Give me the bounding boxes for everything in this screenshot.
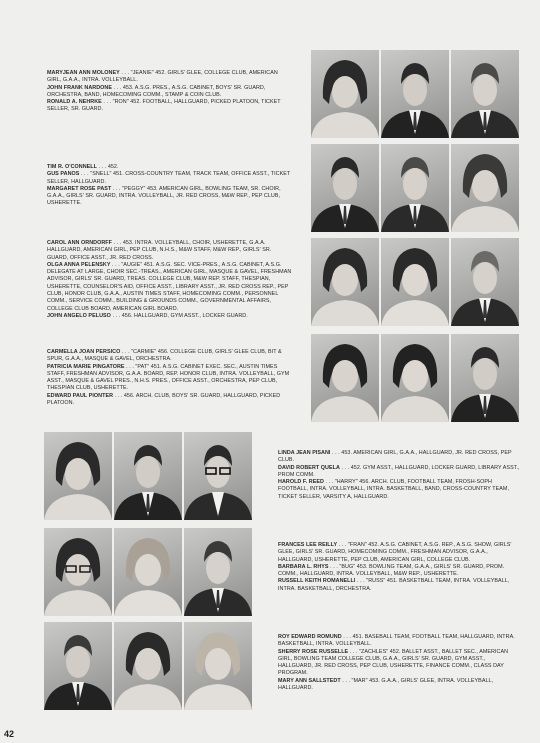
portrait-photo xyxy=(311,50,379,138)
entry xyxy=(278,634,520,649)
student-name: MARGARET ROSE PAST xyxy=(47,185,112,192)
entry xyxy=(47,85,292,100)
student-name: ROY EDWARD ROMUND xyxy=(278,634,342,640)
portrait-photo xyxy=(184,528,252,616)
entry xyxy=(278,564,520,579)
portrait-photo xyxy=(451,144,519,232)
student-name: RONALD A. NEHRKE xyxy=(47,99,102,106)
entry xyxy=(47,364,292,393)
student-activities: . . . "RON" 452. FOOTBALL, HALLGUARD, PICKED PLATOON, TICKET SELLER, SR. GUARD. xyxy=(47,99,281,113)
student-activities: . . . 453. INTRA. VOLLEYBALL, CHOIR, USHERETTE, G.A.A. HALLGUARD, AMERICAN GIRL, PEP CLUB, N.H.S., M&W STAFF, M&W REP., GIRLS' SR. GUARD, OFFICE ASST., JR. RED CROSS. xyxy=(47,240,272,261)
student-activities: . . . "JEANIE" 452. GIRLS' GLEE, COLLEGE CLUB, AMERICAN GIRL, G.A.A., INTRA. VOLLEYBALL. xyxy=(47,70,278,84)
bio-group-1 xyxy=(47,70,292,114)
entry xyxy=(278,678,520,693)
student-activities: . . . "MAR" 453. G.A.A., GIRLS' GLEE, INTRA. VOLLEYBALL, HALLGUARD. xyxy=(278,677,494,692)
page-number: 42 xyxy=(4,729,15,739)
entry xyxy=(278,465,520,480)
student-name: EDWARD PAUL PIONTER xyxy=(47,392,114,399)
bio-group-2 xyxy=(47,164,292,208)
entry xyxy=(47,240,292,262)
entry xyxy=(278,578,520,593)
student-activities: . . . "PAT" 451. A.S.G. CABINET EXEC. SEC., AUSTIN TIMES STAFF, FRESHMAN ADVISOR, G.A.A. BOARD, REP. HONOR CLUB, INTRA. VOLLEYBALL, GYM ASST., MASQUE & GAVEL PRES., N.H.S. PRES., OFFICE ASST., ORCHESTRA, PEP CLUB, THESPIAN CLUB, USHERETTE. xyxy=(47,363,290,392)
student-activities: . . . 456. HALLGUARD, GYM ASST., LOCKER GUARD. xyxy=(110,312,248,319)
student-activities: . . . 452. xyxy=(97,164,119,170)
entry xyxy=(47,186,292,208)
portrait-photo xyxy=(311,238,379,326)
portrait-photo xyxy=(44,622,112,710)
student-name: SHERRY ROSE RUSSELLE xyxy=(278,648,349,655)
bio-group-3 xyxy=(47,240,292,320)
entry xyxy=(47,99,292,114)
entry xyxy=(47,70,292,85)
entry xyxy=(278,479,520,501)
entry xyxy=(47,171,292,186)
student-name: JOHN FRANK NARDONE xyxy=(47,84,112,91)
bio-group-4 xyxy=(47,349,292,407)
student-activities: . . . 452. GYM ASST., HALLGUARD, LOCKER GUARD, LIBRARY ASST., PROM COMM. xyxy=(278,464,520,478)
portrait-photo xyxy=(451,238,519,326)
bio-group-5 xyxy=(278,450,520,501)
bio-group-7 xyxy=(278,634,520,692)
portrait-photo xyxy=(311,144,379,232)
student-activities: . . . "HARRY" 456. ARCH. CLUB, FOOTBALL TEAM, FROSH-SOPH FOOTBALL, INTRA. VOLLEYBALL, INTRA. BASKETBALL, BAND, CROSS-COUNTRY TEAM, TICKET SELLER, VARSITY A, HALLGUARD. xyxy=(278,479,510,500)
portrait-photo xyxy=(114,432,182,520)
entry xyxy=(47,262,292,313)
student-name: LINDA JEAN PISANI xyxy=(278,450,331,456)
entry xyxy=(278,542,520,564)
student-name: TIM R. O'CONNELL xyxy=(47,164,97,170)
student-name: OLGA ANNA PELENSKY xyxy=(47,261,111,268)
entry xyxy=(278,450,520,465)
portrait-photo xyxy=(184,432,252,520)
student-activities: . . . 453. AMERICAN GIRL, G.A.A., HALLGUARD, JR. RED CROSS, PEP CLUB. xyxy=(278,450,512,464)
portrait-photo xyxy=(44,528,112,616)
student-activities: . . . 453. A.S.G. PRES., A.S.G. CABINET, BOYS' SR. GUARD, ORCHESTRA, BAND, HOMECOMING COMM., STAMP & COIN CLUB. xyxy=(47,84,266,98)
student-activities: . . . 456. ARCH. CLUB, BOYS' SR. GUARD, HALLGUARD, PICKED PLATOON. xyxy=(47,392,281,407)
portrait-photo xyxy=(381,50,449,138)
portrait-photo xyxy=(44,432,112,520)
student-activities: . . . "CARMIE" 456. COLLEGE CLUB, GIRLS' GLEE CLUB, BIT & SPUR, G.A.A., MASQUE & GAVEL, ORCHESTRA. xyxy=(47,349,282,363)
student-activities: . . . "ZACHLES" 452. BALLET ASST., BALLET SEC., AMERICAN GIRL, BOWLING TEAM COLLEGE CLUB, G.A.A., GIRLS' SR. GUARD, GYM ASST., HALLGUARD, JR. RED CROSS, PEP CLUB, USHERETTE, FINANCE COMM., CLASS DAY PROGRAM. xyxy=(278,648,509,677)
student-activities: . . . "SNELL" 451. CROSS-COUNTRY TEAM, TRACK TEAM, OFFICE ASST., TICKET SELLER, HALLGUARD. xyxy=(47,171,291,185)
student-name: RUSSELL KEITH ROMANELLI xyxy=(278,578,356,585)
entry xyxy=(47,313,292,320)
student-name: CAROL ANN ORNDORFF xyxy=(47,240,112,246)
student-name: MARYJEAN ANN MOLONEY xyxy=(47,70,120,76)
student-activities: . . . "PEGGY" 453. AMERICAN GIRL, BOWLING TEAM, SR. CHOIR, G.A.A., GIRLS' SR. GUARD, INTRA. VOLLEYBALL, JR. RED CROSS, M&W REP., PEP CLUB, USHERETTE. xyxy=(47,185,281,207)
entry xyxy=(278,649,520,678)
student-activities: . . . "BUG" 453. BOWLING TEAM, G.A.A., GIRLS' SR. GUARD, PROM. COMM., HALLGUARD, INTRA. VOLLEYBALL, M&W REP., USHERETTE. xyxy=(278,563,505,578)
student-name: CARMELLA JOAN PERSICO xyxy=(47,349,121,355)
student-name: PATRICIA MARIE PINGATORE xyxy=(47,363,125,370)
student-name: GUS PANOS xyxy=(47,171,80,178)
portrait-photo xyxy=(381,334,449,422)
portrait-photo xyxy=(381,238,449,326)
portrait-photo xyxy=(311,334,379,422)
portrait-photo xyxy=(381,144,449,232)
student-name: BARBARA L. RHYS xyxy=(278,563,329,570)
entry xyxy=(47,164,292,171)
entry xyxy=(47,349,292,364)
student-name: HAROLD F. REED xyxy=(278,479,324,486)
student-activities: . . . "AUGIE" 451. A.S.G. SEC. VICE-PRES., A.S.G. CABINET, A.S.G. DELEGATE AT LARGE, CHOIR SEC.-TREAS., AMERICAN GIRL, MASQUE & GAVEL, FRESHMAN ADVISOR, GIRLS' SR. GUARD, TREAS. COLLEGE CLUB, M&W REP. STAFF, THESPIAN, USHERETTE, COUNSELOR'S AID, OFFICE ASST., LIBRARY ASST., JR. RED CROSS REP., PEP CLUB, HONOR CLUB, G.A.A., AUSTIN TIMES STAFF, HOMECOMING COMM., PERSONNEL COMM., SERVICE COMM., BUILDING & GROUNDS COMM., GOVERNMENTAL AFFAIRS, COLLEGE CLUB BOARD, AMERICAN GIRL BOARD. xyxy=(47,261,292,312)
student-name: FRANCES LEE REILLY xyxy=(278,542,338,548)
student-activities: . . . 451. BASEBALL TEAM, FOOTBALL TEAM, HALLGUARD, INTRA. BASKETBALL, INTRA. VOLLEYBALL. xyxy=(278,634,515,648)
student-activities: . . . "RUSS" 451. BASKETBALL TEAM, INTRA. VOLLEYBALL, INTRA. BASKETBALL, ORCHESTRA. xyxy=(278,578,510,592)
bio-group-6 xyxy=(278,542,520,593)
portrait-photo xyxy=(184,622,252,710)
entry xyxy=(47,393,292,408)
portrait-photo xyxy=(114,622,182,710)
portrait-photo xyxy=(114,528,182,616)
student-name: JOHN ANGELO PELUSO xyxy=(47,312,111,319)
portrait-photo xyxy=(451,50,519,138)
portrait-photo xyxy=(451,334,519,422)
student-name: DAVID ROBERT QUELA xyxy=(278,464,340,471)
student-name: MARY ANN SALLSTEDT xyxy=(278,677,341,684)
student-activities: . . . "FRAN" 452. A.S.G. CABINET, A.S.G. REP., A.S.G. SHOW, GIRLS' GLEE, GIRLS' SR. GUARD, HOMECOMING COMM., FRESHMAN ADVISOR, G.A.A., HALLGUARD, USHERETTE, PEP CLUB, AMERICAN GIRL, COLLEGE CLUB. xyxy=(278,542,512,563)
